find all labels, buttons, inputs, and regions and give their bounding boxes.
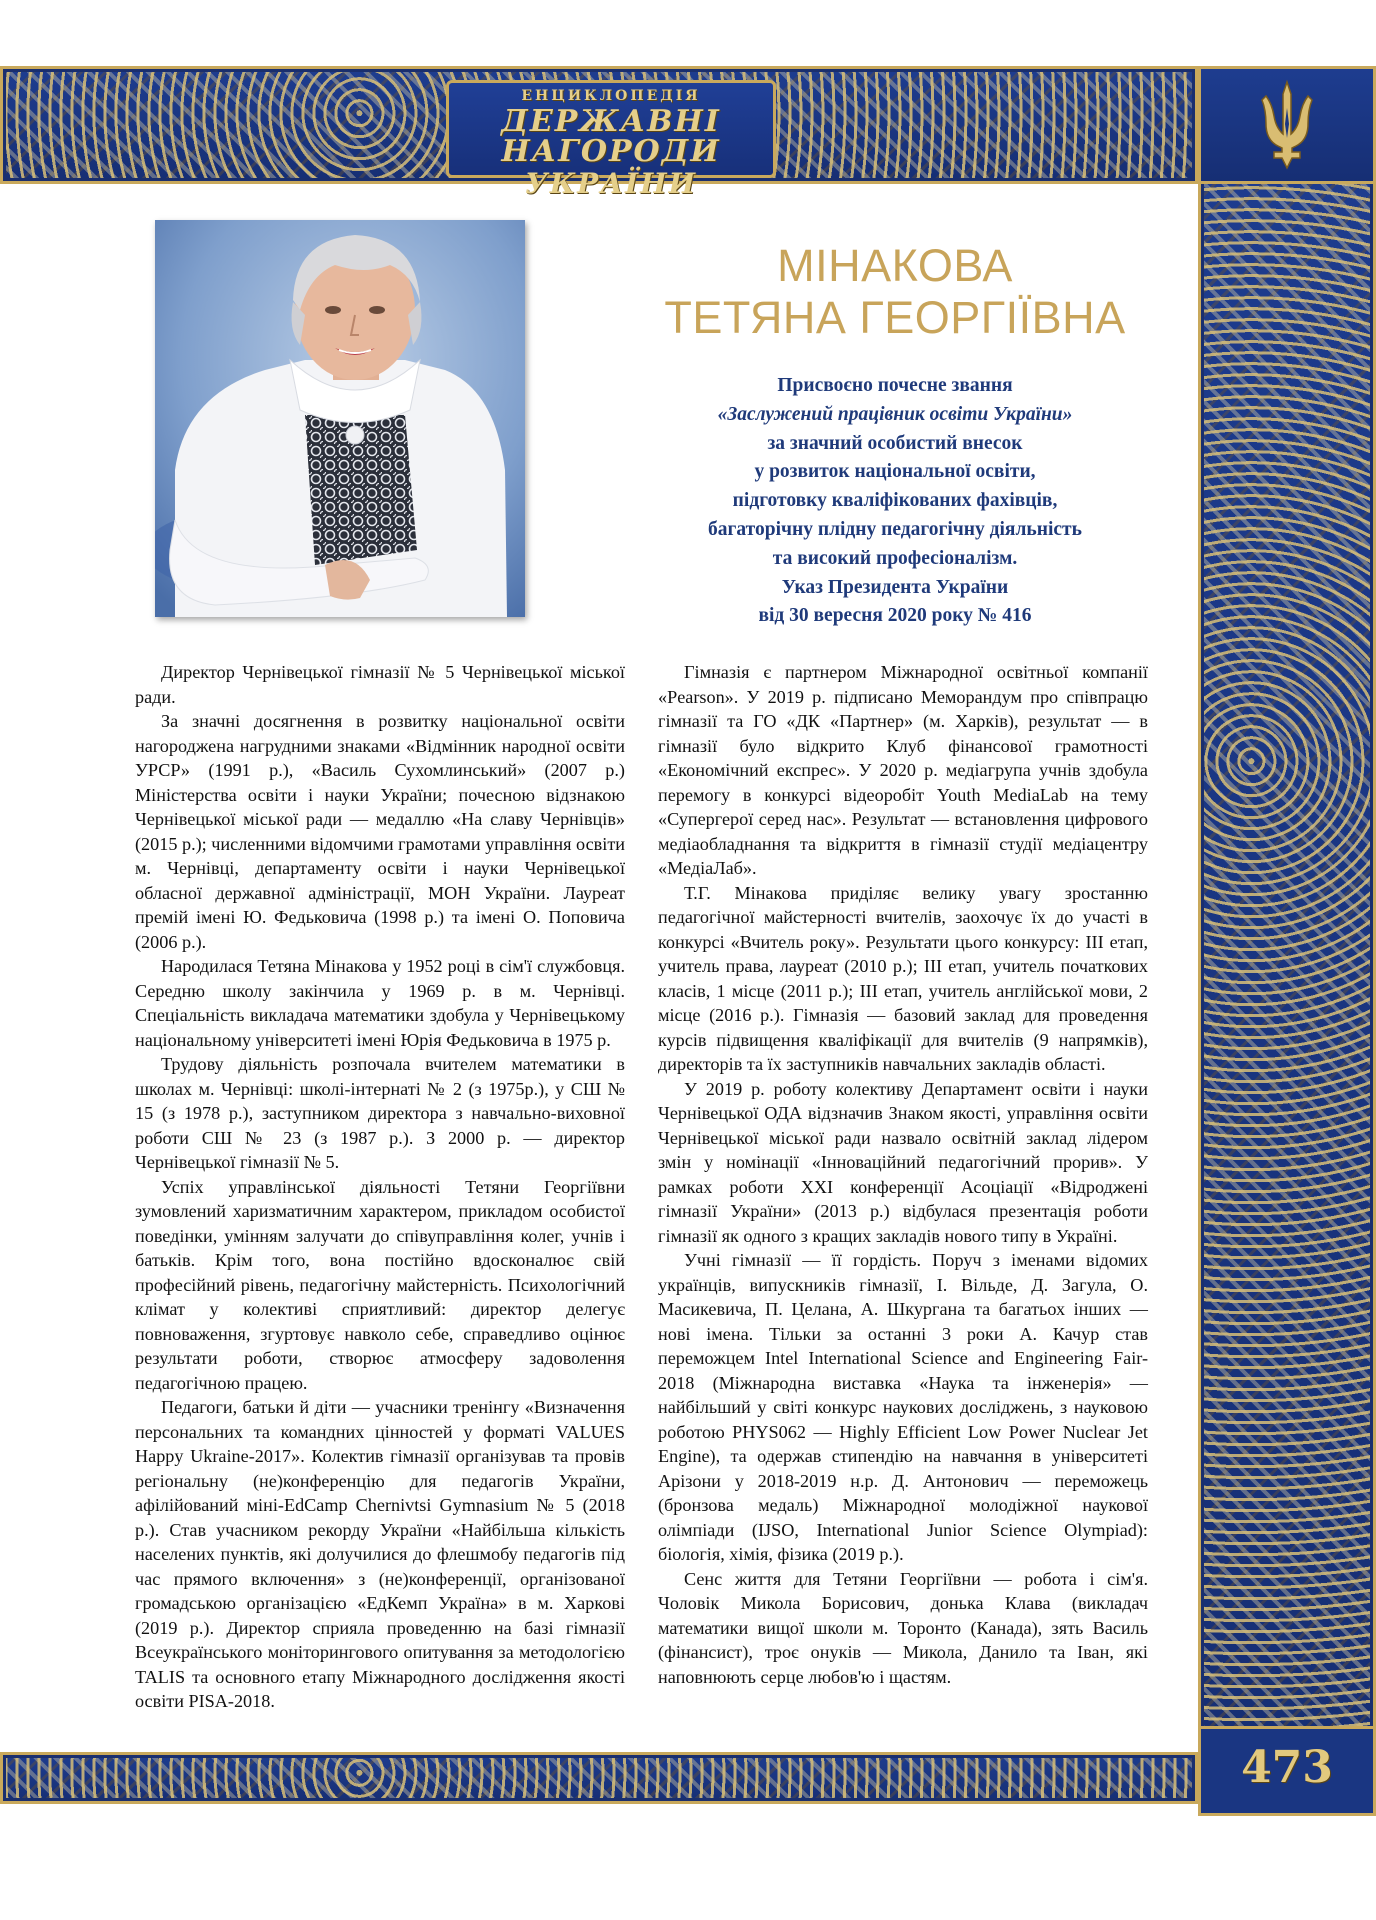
paragraph: У 2019 р. роботу колективу Департамент освіти і науки Чернівецької ОДА відзначив Знаком якості, управління освіти Чернівецької міської ради назвало освітній заклад лідером змін у номінації «Інноваційний педагогічний прорив». У рамках роботи XXI конференції Асоціації «Відроджені гімназії України» (2013 р.) відбулася презентація роботи гімназії як одного з кращих закладів нового типу в Україні.	[658, 1078, 1148, 1246]
header-title-line1: ДЕРЖАВНІ НАГОРОДИ	[501, 104, 721, 169]
award-line: підготовку кваліфікованих фахівців,	[732, 490, 1058, 512]
body-column-right	[658, 660, 1148, 1689]
paragraph: Успіх управлінської діяльності Тетяни Георгіївни зумовлений харизматичним характером, прикладом особистої поведінки, умінням залучати до співуправління колег, учнів і батьків. Крім того, вона постійно вдосконалює свій професійний рівень, педагогічну майстерність. Психологічний клімат у колективі сприятливий: директор делегує повноваження, згуртовує навколо себе, справедливо оцінює результати роботи, створює атмосферу задоволення педагогічною працею.	[135, 1176, 625, 1393]
emblem-box	[1198, 66, 1376, 184]
trident-icon	[1256, 78, 1318, 172]
header-title-line2: УКРАЇНИ	[524, 167, 698, 200]
page-number-tab	[1198, 1726, 1376, 1816]
paragraph: Трудову діяльність розпочала вчителем математики в школах м. Чернівці: школі-інтернаті № 2 (з 1975р.), у СШ № 15 (з 1978 р.), заступником директора з навчально-виховної роботи СШ № 23 (з 1987 р.). З 2000 р. — директор Чернівецької гімназії № 5.	[135, 1054, 625, 1172]
ornamental-frame-right	[1198, 66, 1376, 1804]
page-number: 473	[1241, 1742, 1333, 1793]
paragraph: Сенс життя для Тетяни Георгіївни — робота і сім'я. Чоловік Микола Борисович, донька Клава (викладач математики вищої школи м. Торонто (Канада), зять Василь (фінансист), троє онуків — Микола, Данило та Іван, які наповнюють серце любов'ю і щастям.	[658, 1568, 1148, 1687]
paragraph: Т.Г. Мінакова приділяє велику увагу зростанню педагогічної майстерності вчителів, заохочує їх до участі в конкурсі «Вчитель року». Результати цього конкурсу: ІІІ етап, учитель права, лауреат (2010 р.); ІІІ етап, учитель початкових класів, 1 місце (2011 р.); ІІІ етап, учитель англійської мови, 2 місце (2016 р.). Гімназія — базовий заклад для проведення курсів підвищення кваліфікації для вчителів (9 напрямків), директорів та їх заступників навчальних закладів області.	[658, 882, 1148, 1074]
portrait-illustration	[155, 220, 525, 617]
paragraph: Гімназія є партнером Міжнародної освітньої компанії «Pearson». У 2019 р. підписано Меморандум про співпрацю гімназії та ГО «ДК «Партнер» (м. Харків), результат — в гімназії було відкрито Клуб фінансової грамотності «Економічний експрес». У 2020 р. медіагрупа учнів здобула перемогу в конкурсі відеоробіт Youth MediaLab на тему «Супергерої серед нас». Результат — встановлення цифрового медіаобладнання та відкриття в гімназії студії медіацентру «МедіаЛаб».	[658, 662, 1148, 878]
header-encyclopedia: ЕНЦИКЛОПЕДІЯ	[521, 88, 701, 104]
person-name	[600, 240, 1190, 344]
paragraph: Педагоги, батьки й діти — учасники тренінгу «Визначення персональних та командних цінностей у форматі VALUES Happy Ukraine-2017». Колектив гімназії організував та провів регіональну (не)конференцію для педагогів України, афілійований міні-EdCamp Chernivtsi Gymnasium № 5 (2018 р.). Став учасником рекорду України «Найбільша кількість населених пунктів, які долучилися до флешмобу педагогів під час прямого включення» з (не)конференції, організованої громадською організацією «ЕдКемп Україна» в м. Харкові (2019 р.). Директор сприяла проведенню на базі гімназії Всеукраїнського моніторингового опитування за методологією TALIS та основного етапу Міжнародного дослідження якості освіти PISA-2018.	[135, 1397, 625, 1711]
award-line: у розвиток національної освіти,	[754, 461, 1036, 483]
person-surname: МІНАКОВА	[777, 240, 1013, 291]
paragraph: За значні досягнення в розвитку національної освіти нагороджена нагрудними знаками «Відмінник народної освіти УРСР» (1991 р.), «Василь Сухомлинський» (2007 р.) Міністерства освіти і науки України; почесною відзнакою Чернівецької міської ради — медаллю «На славу Чернівців» (2015 р.); численними відомчими грамотами управління освіти м. Чернівці, департаменту освіти і науки Чернівецької обласної державної адміністрації, МОН України. Лауреат премій імені Ю. Федьковича (1998 р.) та імені О. Поповича (2006 р.).	[135, 711, 625, 952]
award-decree-date: від 30 вересня 2020 року № 416	[758, 605, 1032, 627]
body-column-left	[135, 660, 625, 1714]
award-line: Присвоєно почесне звання	[777, 375, 1013, 396]
paragraph: Директор Чернівецької гімназії № 5 Чернівецької міської ради.	[135, 662, 625, 707]
person-given-names: ТЕТЯНА ГЕОРГІЇВНА	[664, 292, 1126, 343]
award-decree: Указ Президента України	[781, 576, 1009, 598]
award-line: та високий професіоналізм.	[772, 547, 1018, 569]
award-line: за значний особистий внесок	[767, 432, 1023, 454]
portrait-photo	[155, 220, 525, 617]
paragraph: Учні гімназії — її гордість. Поруч з іменами відомих українців, випускників гімназії, І. Вільде, Д. Загула, О. Масикевича, П. Целана, А. Шкургана та багатьох інших — нові імена. Тільки за останні 3 роки А. Качур став переможцем Intel International Science and Engineering Fair-2018 (Міжнародна виставка «Наука та інженерія» — найбільший у світі конкурс наукових досліджень, з науковою роботою PHYS062 — Highly Efficient Low Power Nuclear Jet Engine), та одержав стипендію на навчання в університеті Арізони у 2018-2019 н.р. Д. Антонович — переможець (бронзова медаль) Міжнародної молодіжної наукової олімпіади (IJSO, International Junior Science Olympiad): біологія, хімія, фізика (2019 р.).	[658, 1250, 1148, 1564]
award-title: «Заслужений працівник освіти України»	[717, 403, 1073, 425]
award-line: багаторічну плідну педагогічну діяльність	[708, 518, 1082, 540]
ornamental-frame-bottom	[0, 1752, 1198, 1804]
paragraph: Народилася Тетяна Мінакова у 1952 році в сім'ї службовця. Середню школу закінчила у 1969 р. в м. Чернівці. Спеціальність викладача математики здобула у Чернівецькому національному університеті імені Юрія Федьковича в 1975 р.	[135, 956, 625, 1050]
header-plaque	[446, 80, 776, 200]
award-citation	[600, 372, 1190, 631]
